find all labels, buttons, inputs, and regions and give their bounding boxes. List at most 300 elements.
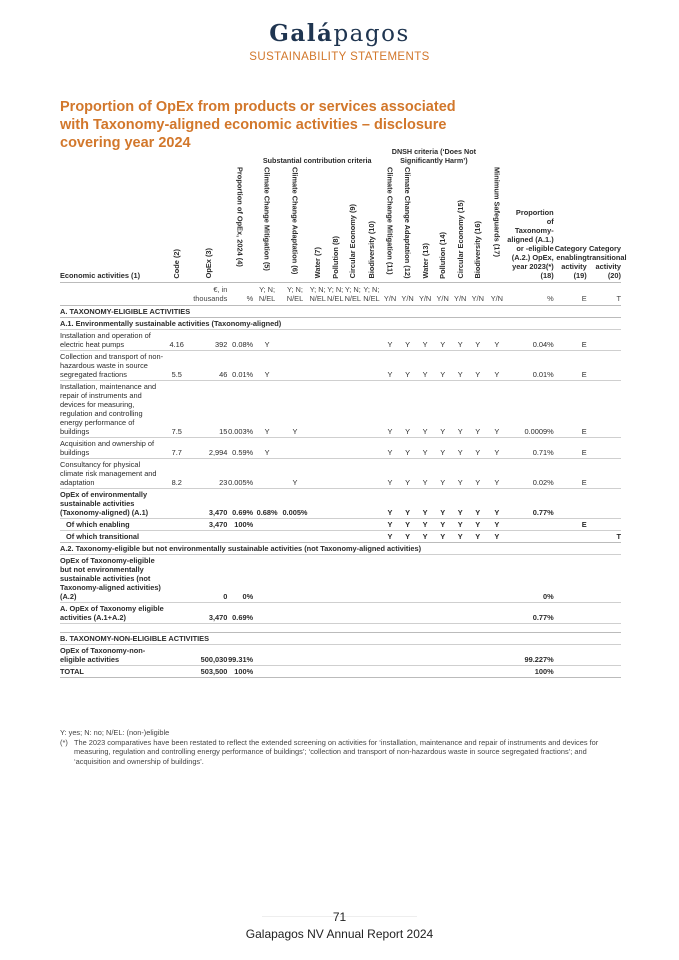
empty-cell: [344, 531, 362, 543]
empty-cell: [416, 555, 434, 603]
empty-cell: [253, 645, 281, 666]
cell-d2: Y: [399, 381, 417, 438]
empty-cell: [587, 489, 621, 519]
cell-opex: 2,994: [189, 438, 227, 459]
spacer-row: [60, 624, 621, 633]
cell-d6: Y: [469, 459, 487, 489]
empty-cell: [326, 459, 344, 489]
empty-cell: [326, 555, 344, 603]
activity-cell: Collection and transport of non-hazardous waste in source segregated fractions: [60, 352, 164, 380]
note-mark: (*): [60, 737, 68, 747]
empty-cell: [326, 438, 344, 459]
empty-cell: [362, 489, 382, 519]
col-sc-ccm: Climate Change Mitigation (5): [262, 167, 272, 271]
empty-cell: [281, 555, 309, 603]
col-d-cca: Climate Change Adaptation (12): [403, 167, 413, 279]
empty-cell: [189, 531, 227, 543]
empty-cell: [326, 603, 344, 624]
activity-cell: OpEx of environmentally sustainable activities (Taxonomy-aligned) (A.1): [60, 489, 164, 519]
cell-prop: 0.01%: [227, 351, 253, 381]
col-sc-pollution: Pollution (8): [330, 235, 340, 279]
empty-cell: [326, 330, 344, 351]
cell-ms: Y: [487, 381, 508, 438]
empty-cell: [416, 666, 434, 678]
cell-en: E: [554, 351, 587, 381]
cell-cca: [281, 438, 309, 459]
cell-d5: Y: [451, 438, 469, 459]
empty-cell: [451, 645, 469, 666]
empty-cell: [416, 603, 434, 624]
cell-p23: 100%: [507, 666, 553, 678]
activity-cell: Consultancy for physical climate risk management and adaptation: [60, 459, 164, 489]
cell-prop: 0.69%: [227, 489, 253, 519]
cell-d2: Y: [399, 351, 417, 381]
cell-d1: Y: [381, 351, 399, 381]
column-header-row: [60, 167, 621, 283]
cell-ms: Y: [487, 489, 508, 519]
empty-cell: [434, 645, 452, 666]
cell-ccm: Y: [253, 330, 281, 351]
empty-cell: [554, 489, 587, 519]
empty-cell: [309, 330, 327, 351]
transitional-row: [60, 531, 621, 543]
cell-en: E: [554, 519, 587, 531]
cell-d4: Y: [434, 351, 452, 381]
cell-ccm: 0.68%: [253, 489, 281, 519]
activity-row: [60, 459, 621, 489]
col-sc-water: Water (7): [313, 247, 323, 279]
cell-code: 5.5: [164, 351, 189, 381]
unit-yn: Y/N: [399, 283, 417, 306]
empty-cell: [381, 666, 399, 678]
empty-cell: [281, 645, 309, 666]
unit-yn: Y/N: [381, 283, 399, 306]
col-prop-2023: Proportion of Taxonomy-aligned (A.1.) or -eligible (A.2.) OpEx, year 2023(*) (18): [507, 208, 554, 281]
cell-p23: 0.01%: [507, 351, 553, 381]
cell-prop: 0.59%: [227, 438, 253, 459]
cell-code: 8.2: [164, 459, 189, 489]
unit-prop-2023: %: [507, 283, 553, 306]
cell-d5: Y: [451, 519, 469, 531]
activity-row: [60, 351, 621, 381]
empty-cell: [227, 531, 253, 543]
logo-bold-part: Galá: [269, 20, 334, 47]
empty-cell: [344, 603, 362, 624]
cell-d4: Y: [434, 519, 452, 531]
unit-sc: Y; N; N/EL: [253, 283, 281, 306]
empty-cell: [507, 531, 553, 543]
col-d-ce: Circular Economy (15): [455, 199, 465, 279]
empty-cell: [554, 555, 587, 603]
cell-prop: 0.69%: [227, 603, 253, 624]
cell-d5: Y: [451, 351, 469, 381]
empty-cell: [362, 330, 382, 351]
empty-cell: [451, 603, 469, 624]
empty-cell: [362, 438, 382, 459]
cell-tr: [587, 351, 621, 381]
empty-cell: [344, 519, 362, 531]
empty-cell: [253, 531, 281, 543]
empty-cell: [587, 603, 621, 624]
col-code: Code (2): [172, 248, 182, 279]
cell-prop: 0.08%: [227, 330, 253, 351]
col-opex: OpEx (3): [203, 248, 213, 279]
cell-d6: Y: [469, 351, 487, 381]
cell-p23: 0.77%: [507, 489, 553, 519]
empty-cell: [344, 459, 362, 489]
activity-cell: TOTAL: [60, 666, 164, 678]
empty-cell: [326, 489, 344, 519]
cell-d4: Y: [434, 381, 452, 438]
cell-d5: Y: [451, 459, 469, 489]
cell-tr: [587, 438, 621, 459]
cell-p23: 0.71%: [507, 438, 553, 459]
empty-cell: [362, 531, 382, 543]
cell-opex: 503,500: [189, 666, 227, 678]
activity-cell: Acquisition and ownership of buildings: [60, 438, 164, 459]
cell-d2: Y: [399, 459, 417, 489]
cell-opex: 3,470: [189, 603, 227, 624]
empty-cell: [164, 603, 189, 624]
empty-cell: [164, 645, 189, 666]
empty-cell: [381, 555, 399, 603]
cell-tr: [587, 330, 621, 351]
empty-cell: [587, 555, 621, 603]
empty-cell: [362, 666, 382, 678]
cell-p23: 0.02%: [507, 459, 553, 489]
col-proportion: Proportion of OpEx, 2024 (4): [235, 167, 245, 267]
cell-d6: Y: [469, 489, 487, 519]
unit-sc: Y; N; N/EL: [309, 283, 327, 306]
a1-total-row: [60, 489, 621, 519]
empty-cell: [381, 645, 399, 666]
cell-opex: 0: [189, 555, 227, 603]
empty-cell: [164, 489, 189, 519]
enabling-row: [60, 519, 621, 531]
cell-code: 7.5: [164, 381, 189, 438]
cell-opex: 15: [189, 381, 227, 438]
cell-d4: Y: [434, 489, 452, 519]
page-title: Proportion of OpEx from products or services associated with Taxonomy-aligned economic activities – disclosure covering year 2024: [60, 99, 456, 151]
empty-cell: [362, 519, 382, 531]
restatement-note: [60, 738, 621, 767]
empty-cell: [362, 645, 382, 666]
unit-sc: Y; N; N/EL: [326, 283, 344, 306]
empty-cell: [309, 555, 327, 603]
empty-cell: [309, 351, 327, 381]
empty-cell: [469, 555, 487, 603]
empty-cell: [326, 666, 344, 678]
cell-d3: Y: [416, 519, 434, 531]
empty-cell: [507, 519, 553, 531]
empty-cell: [399, 603, 417, 624]
section-b-heading: B. TAXONOMY-NON-ELIGIBLE ACTIVITIES: [60, 633, 621, 645]
cell-code: 7.7: [164, 438, 189, 459]
empty-cell: [309, 603, 327, 624]
cell-cca: [281, 330, 309, 351]
cell-d2: Y: [399, 438, 417, 459]
cell-ms: Y: [487, 330, 508, 351]
empty-cell: [344, 489, 362, 519]
cell-ms: Y: [487, 459, 508, 489]
cell-ccm: [253, 459, 281, 489]
cell-ms: Y: [487, 438, 508, 459]
cell-en: E: [554, 381, 587, 438]
cell-d2: Y: [399, 519, 417, 531]
empty-cell: [281, 603, 309, 624]
empty-cell: [434, 666, 452, 678]
col-d-pollution: Pollution (14): [438, 231, 448, 279]
unit-yn: Y/N: [469, 283, 487, 306]
cell-d3: Y: [416, 489, 434, 519]
activity-row: [60, 330, 621, 351]
a2-total-row: [60, 555, 621, 603]
empty-cell: [309, 666, 327, 678]
cell-d6: Y: [469, 438, 487, 459]
empty-cell: [164, 531, 189, 543]
cell-d6: Y: [469, 381, 487, 438]
section-subtitle: SUSTAINABILITY STATEMENTS: [249, 51, 430, 63]
empty-cell: [399, 666, 417, 678]
activity-cell: A. OpEx of Taxonomy eligible activities (A.1+A.2): [60, 604, 164, 623]
empty-cell: [309, 645, 327, 666]
cell-opex: 3,470: [189, 489, 227, 519]
cell-opex: 46: [189, 351, 227, 381]
empty-cell: [362, 555, 382, 603]
cell-prop: 100%: [227, 666, 253, 678]
activity-cell: Installation and operation of electric heat pumps: [60, 330, 164, 351]
empty-cell: [469, 645, 487, 666]
cell-cca: Y: [281, 381, 309, 438]
cell-ms: Y: [487, 351, 508, 381]
empty-cell: [309, 381, 327, 438]
activity-cell: Of which transitional: [60, 531, 164, 543]
cell-opex: 500,030: [189, 645, 227, 666]
cell-d5: Y: [451, 381, 469, 438]
cell-cca: [281, 351, 309, 381]
empty-cell: [362, 351, 382, 381]
empty-cell: [451, 666, 469, 678]
substantial-contribution-header: Substantial contribution criteria: [262, 156, 372, 165]
section-row: [60, 633, 621, 645]
cell-prop: 99.31%: [227, 645, 253, 666]
section-a-heading: A. TAXONOMY-ELIGIBLE ACTIVITIES: [60, 306, 621, 318]
empty-cell: [326, 645, 344, 666]
col-transitional: Category transitional activity (20): [586, 244, 627, 281]
cell-tr: T: [587, 531, 621, 543]
cell-d3: Y: [416, 351, 434, 381]
cell-d5: Y: [451, 330, 469, 351]
empty-cell: [434, 555, 452, 603]
cell-d2: Y: [399, 330, 417, 351]
footnotes: [60, 728, 621, 766]
col-min-safeguards: Minimum Safeguards (17): [492, 167, 502, 257]
col-sc-ce: Circular Economy (9): [348, 204, 358, 279]
empty-cell: [281, 531, 309, 543]
unit-opex: €, in thousands: [189, 283, 227, 306]
empty-cell: [253, 666, 281, 678]
page-number: 71: [332, 910, 347, 924]
empty-cell: [487, 645, 508, 666]
activity-cell: OpEx of Taxonomy-eligible but not environmentally sustainable activities (not Taxonomy-aligned activities) (A.2): [60, 555, 164, 603]
cell-prop: 100%: [227, 519, 253, 531]
total-row: [60, 666, 621, 678]
activity-row: [60, 381, 621, 438]
empty-cell: [399, 555, 417, 603]
cell-d6: Y: [469, 519, 487, 531]
logo-light-part: pagos: [333, 21, 410, 47]
empty-cell: [487, 555, 508, 603]
unit-yn: Y/N: [416, 283, 434, 306]
cell-en: E: [554, 459, 587, 489]
unit-enabling: E: [554, 283, 587, 306]
cell-opex: 3,470: [189, 519, 227, 531]
cell-ccm: Y: [253, 381, 281, 438]
cell-p23: 0.0009%: [507, 381, 553, 438]
col-enabling: Category enabling activity (19): [554, 244, 587, 281]
unit-sc: Y; N; N/EL: [362, 283, 382, 306]
cell-opex: 23: [189, 459, 227, 489]
empty-cell: [554, 531, 587, 543]
section-a2-heading: A.2. Taxonomy-eligible but not environmentally sustainable activities (not Taxonomy-aligned activities): [60, 543, 621, 555]
cell-cca: 0.005%: [281, 489, 309, 519]
empty-cell: [326, 531, 344, 543]
unit-yn: Y/N: [434, 283, 452, 306]
unit-transitional: T: [587, 283, 621, 306]
unit-yn: Y/N: [487, 283, 508, 306]
empty-cell: [469, 603, 487, 624]
cell-d4: Y: [434, 459, 452, 489]
legend-note: Y: yes; N: no; N/EL: (non-)eligible: [60, 728, 170, 737]
empty-cell: [362, 459, 382, 489]
cell-en: E: [554, 438, 587, 459]
empty-cell: [434, 603, 452, 624]
section-a1-heading: A.1. Environmentally sustainable activities (Taxonomy-aligned): [60, 318, 621, 330]
col-activity: Economic activities (1): [60, 271, 141, 281]
b-row: [60, 645, 621, 666]
note-text: The 2023 comparatives have been restated to reflect the extended screening on activities for ‘installation, maintenance and repair of instruments and devices for measuring, regulation and controlling energy performance of buildings’; ‘collection and transport of non-hazardous waste in source segregated fractions’; and ‘acquisition and ownership of buildings’.: [74, 737, 599, 766]
empty-cell: [362, 603, 382, 624]
cell-d6: Y: [469, 531, 487, 543]
col-sc-bio: Biodiversity (10): [366, 220, 376, 279]
cell-p23: 99.227%: [507, 645, 553, 666]
empty-cell: [344, 645, 362, 666]
cell-p23: 0%: [507, 555, 553, 603]
cell-d2: Y: [399, 489, 417, 519]
cell-d1: Y: [381, 381, 399, 438]
col-sc-cca: Climate Change Adaptation (6): [290, 167, 300, 275]
empty-cell: [309, 489, 327, 519]
empty-cell: [554, 645, 587, 666]
cell-tr: [587, 381, 621, 438]
cell-en: E: [554, 330, 587, 351]
activity-cell: Of which enabling: [60, 519, 164, 531]
cell-prop: 0.005%: [227, 459, 253, 489]
cell-d1: Y: [381, 459, 399, 489]
empty-cell: [253, 555, 281, 603]
cell-d5: Y: [451, 531, 469, 543]
cell-d2: Y: [399, 531, 417, 543]
cell-d4: Y: [434, 330, 452, 351]
cell-code: 4.16: [164, 330, 189, 351]
cell-d3: Y: [416, 459, 434, 489]
empty-cell: [326, 381, 344, 438]
empty-cell: [487, 666, 508, 678]
cell-d3: Y: [416, 531, 434, 543]
cell-ms: Y: [487, 519, 508, 531]
cell-d1: Y: [381, 489, 399, 519]
group-header-row: [60, 147, 621, 167]
empty-cell: [399, 645, 417, 666]
empty-cell: [451, 555, 469, 603]
a-total-row: [60, 603, 621, 624]
empty-cell: [281, 666, 309, 678]
cell-ms: Y: [487, 531, 508, 543]
section-row: [60, 543, 621, 555]
empty-cell: [253, 519, 281, 531]
empty-cell: [309, 531, 327, 543]
unit-sc: Y; N; N/EL: [281, 283, 309, 306]
cell-d1: Y: [381, 531, 399, 543]
units-row: [60, 283, 621, 306]
empty-cell: [281, 519, 309, 531]
cell-d1: Y: [381, 438, 399, 459]
empty-cell: [554, 666, 587, 678]
cell-opex: 392: [189, 330, 227, 351]
cell-prop: 0.003%: [227, 381, 253, 438]
cell-p23: 0.04%: [507, 330, 553, 351]
cell-p23: 0.77%: [507, 603, 553, 624]
empty-cell: [381, 603, 399, 624]
cell-d1: Y: [381, 519, 399, 531]
empty-cell: [587, 645, 621, 666]
cell-tr: [587, 459, 621, 489]
empty-cell: [164, 519, 189, 531]
empty-cell: [487, 603, 508, 624]
empty-cell: [416, 645, 434, 666]
empty-cell: [344, 381, 362, 438]
empty-cell: [554, 603, 587, 624]
empty-cell: [326, 519, 344, 531]
dnsh-header: DNSH criteria (‘Does Not Significantly Harm’): [391, 147, 477, 165]
cell-d3: Y: [416, 438, 434, 459]
galapagos-logo: [0, 20, 679, 48]
page-header: [0, 20, 679, 63]
empty-cell: [469, 666, 487, 678]
empty-cell: [587, 666, 621, 678]
cell-d3: Y: [416, 381, 434, 438]
activity-cell: OpEx of Taxonomy-non-eligible activities: [60, 645, 164, 666]
cell-d3: Y: [416, 330, 434, 351]
empty-cell: [362, 381, 382, 438]
empty-cell: [344, 351, 362, 381]
cell-d5: Y: [451, 489, 469, 519]
cell-d1: Y: [381, 330, 399, 351]
col-d-bio: Biodiversity (16): [473, 220, 483, 279]
cell-cca: Y: [281, 459, 309, 489]
opex-taxonomy-table: [60, 147, 627, 678]
empty-cell: [309, 438, 327, 459]
cell-prop: 0%: [227, 555, 253, 603]
empty-cell: [344, 555, 362, 603]
unit-sc: Y; N; N/EL: [344, 283, 362, 306]
empty-cell: [587, 519, 621, 531]
activity-cell: Installation, maintenance and repair of instruments and devices for measuring, regulation and controlling energy performance of buildings: [60, 381, 164, 438]
empty-cell: [344, 438, 362, 459]
cell-ccm: Y: [253, 438, 281, 459]
cell-d6: Y: [469, 330, 487, 351]
empty-cell: [253, 603, 281, 624]
